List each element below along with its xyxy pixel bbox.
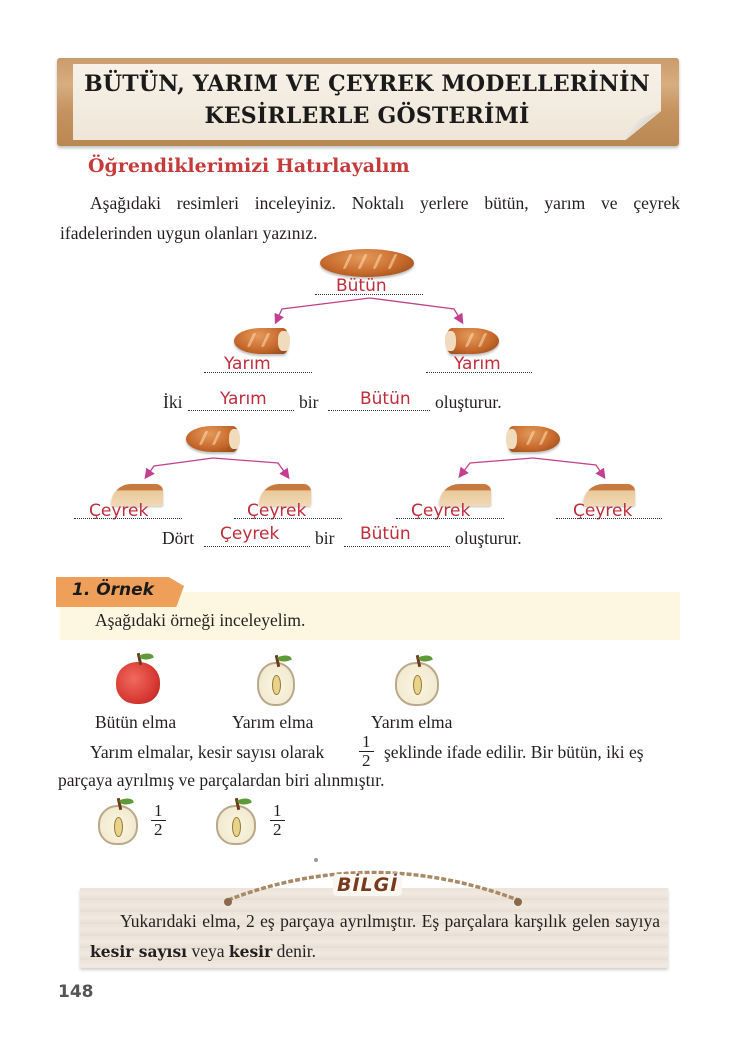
- info-text: [90, 906, 660, 967]
- page-title-line1: BÜTÜN, YARIM VE ÇEYREK MODELLERİNİN: [84, 71, 650, 97]
- info-text-part3: denir.: [276, 941, 316, 961]
- sentence-2-answer-2: Bütün: [360, 524, 411, 544]
- explanation-before: Yarım elmalar, kesir sayısı olarak: [90, 742, 325, 762]
- sentence-1-prefix: İki: [163, 392, 183, 412]
- fraction-numerator: 1: [359, 733, 374, 752]
- explanation-after: şeklinde ifade edilir. Bir bütün, iki eş: [384, 742, 644, 762]
- sentence-1-middle: bir: [299, 392, 319, 412]
- sentence-2-suffix: oluşturur.: [455, 528, 522, 548]
- instruction-text: Aşağıdaki resimleri inceleyiniz. Noktalı yerlere bütün, yarım ve çeyrek ifadelerinden uygun olanları yazınız.: [60, 193, 680, 243]
- fraction-numerator: 1: [270, 802, 285, 821]
- sentence-1-answer-1: Yarım: [220, 389, 267, 409]
- quarter-answer-3: Çeyrek: [411, 501, 471, 521]
- sentence-2-middle: bir: [315, 528, 335, 548]
- fraction-denominator: 2: [273, 820, 282, 839]
- info-text-part1: Yukarıdaki elma, 2 eş parçaya ayrılmıştır. Eş parçalara karşılık gelen sayıya: [120, 911, 660, 931]
- example-tag-label: 1. Örnek: [72, 580, 154, 600]
- fraction-denominator: 2: [362, 751, 371, 770]
- page-number: 148: [58, 982, 94, 1002]
- sentence-1-answer-2: Bütün: [360, 389, 411, 409]
- quarter-answer-2: Çeyrek: [247, 501, 307, 521]
- quarter-answer-4: Çeyrek: [573, 501, 633, 521]
- half-right-answer: Yarım: [454, 354, 501, 374]
- half-left-answer: Yarım: [224, 354, 271, 374]
- sentence-2-prefix: Dört: [162, 528, 195, 548]
- apple-label-half-2: Yarım elma: [371, 712, 453, 732]
- info-bold-term-1: kesir sayısı: [90, 942, 188, 961]
- explanation-line2: parçaya ayrılmış ve parçalardan biri alınmıştır.: [58, 770, 385, 790]
- apple-label-whole: Bütün elma: [95, 712, 177, 732]
- sentence-2-answer-1: Çeyrek: [220, 524, 280, 544]
- page-title-line2: KESİRLERLE GÖSTERİMİ: [204, 103, 530, 129]
- info-text-part2: veya: [191, 941, 225, 961]
- whole-answer: Bütün: [336, 276, 387, 296]
- example-intro: Aşağıdaki örneği inceleyelim.: [95, 610, 306, 630]
- quarter-answer-1: Çeyrek: [89, 501, 149, 521]
- sentence-1-suffix: oluşturur.: [435, 392, 502, 412]
- info-bold-term-2: kesir: [228, 942, 273, 961]
- fraction-denominator: 2: [154, 820, 163, 839]
- info-title: BİLGİ: [333, 874, 402, 896]
- section-heading: Öğrendiklerimizi Hatırlayalım: [88, 155, 410, 177]
- apple-label-half-1: Yarım elma: [232, 712, 314, 732]
- fraction-numerator: 1: [151, 802, 166, 821]
